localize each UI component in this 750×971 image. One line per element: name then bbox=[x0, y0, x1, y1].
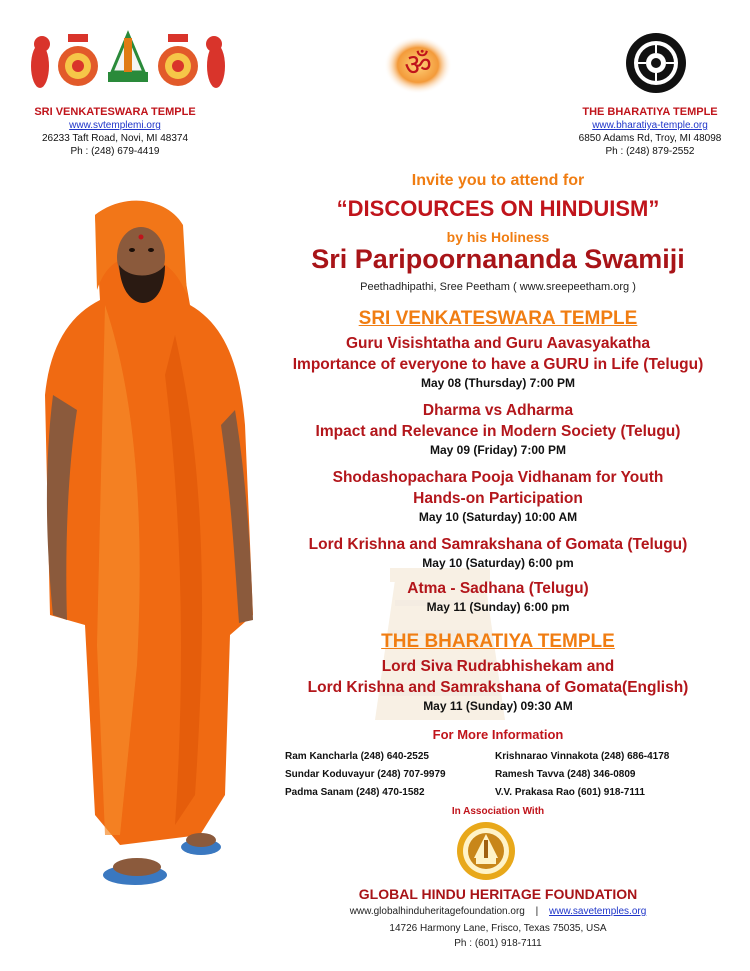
talk-item bbox=[258, 534, 738, 571]
temple-name: SRI VENKATESWARA TEMPLE bbox=[34, 106, 196, 118]
venue-venkateswara bbox=[258, 308, 738, 330]
association-label: In Association With bbox=[451, 806, 545, 817]
talk-title-line: Lord Siva Rudrabhishekam and bbox=[381, 658, 615, 675]
swamiji-photo bbox=[25, 195, 265, 895]
contact: V.V. Prakasa Rao (601) 918-7111 bbox=[495, 787, 645, 798]
bharatiya-temple-info bbox=[560, 106, 740, 158]
talk-item bbox=[258, 467, 738, 525]
temple-website-link[interactable]: www.svtemplemi.org bbox=[69, 120, 161, 131]
talk-item bbox=[258, 400, 738, 458]
venue-title: THE BHARATIYA TEMPLE bbox=[381, 631, 615, 652]
talk-datetime: May 11 (Sunday) 09:30 AM bbox=[423, 699, 573, 713]
talk-title-line: Hands-on Participation bbox=[413, 490, 583, 507]
invite-text: Invite you to attend for bbox=[411, 172, 585, 189]
talk-title-line: Dharma vs Adharma bbox=[422, 402, 574, 419]
temple-website-link[interactable]: www.bharatiya-temple.org bbox=[592, 120, 708, 131]
talk-title-line: Guru Visishtatha and Guru Aavasyakatha bbox=[345, 335, 651, 352]
contact: Sundar Koduvayur (248) 707-9979 bbox=[285, 769, 446, 780]
talk-item bbox=[258, 333, 738, 391]
talk-title-line: Shodashopachara Pooja Vidhanam for Youth bbox=[332, 469, 664, 486]
foundation-links bbox=[258, 906, 738, 917]
venue-bharatiya bbox=[258, 631, 738, 653]
talk-title-line: Atma - Sadhana (Telugu) bbox=[407, 580, 589, 597]
bharatiya-temple-logo-icon bbox=[625, 32, 687, 94]
ghhf-logo-icon bbox=[456, 820, 516, 882]
contact: Padma Sanam (248) 470-1582 bbox=[285, 787, 425, 798]
by-his-holiness: by his Holiness bbox=[446, 229, 550, 245]
temple-phone: Ph : (248) 879-2552 bbox=[605, 146, 695, 157]
talk-title-line: Importance of everyone to have a GURU in Life (Telugu) bbox=[292, 356, 704, 373]
peetha-line: Peethadhipathi, Sree Peetham ( www.sreepeetham.org ) bbox=[360, 281, 636, 293]
om-icon bbox=[383, 35, 453, 95]
talk-title-line: Impact and Relevance in Modern Society (Telugu) bbox=[315, 423, 681, 440]
link-separator: | bbox=[535, 906, 539, 917]
temple-address: 6850 Adams Rd, Troy, MI 48098 bbox=[578, 133, 722, 144]
contacts-row bbox=[285, 784, 725, 802]
talk-datetime: May 11 (Sunday) 6:00 pm bbox=[426, 600, 570, 614]
event-title: “DISCOURCES ON HINDUISM” bbox=[336, 196, 660, 221]
venkateswara-temple-logo-icon bbox=[28, 28, 228, 98]
more-info-heading: For More Information bbox=[432, 727, 564, 742]
talk-title-line: Lord Krishna and Samrakshana of Gomata (Telugu) bbox=[308, 536, 688, 553]
temple-name: THE BHARATIYA TEMPLE bbox=[582, 106, 718, 118]
talk-item bbox=[258, 656, 738, 714]
foundation-phone: Ph : (601) 918-7111 bbox=[454, 938, 542, 949]
foundation-address: 14726 Harmony Lane, Frisco, Texas 75035, USA bbox=[389, 923, 607, 934]
talk-datetime: May 09 (Friday) 7:00 PM bbox=[429, 443, 567, 457]
venue-title: SRI VENKATESWARA TEMPLE bbox=[358, 308, 638, 329]
temple-phone: Ph : (248) 679-4419 bbox=[70, 146, 160, 157]
contacts-list bbox=[285, 748, 725, 802]
talk-title-line: Lord Krishna and Samrakshana of Gomata(English) bbox=[307, 679, 689, 696]
venkateswara-temple-info bbox=[20, 106, 210, 158]
contact: Ram Kancharla (248) 640-2525 bbox=[285, 751, 429, 762]
talk-datetime: May 08 (Thursday) 7:00 PM bbox=[420, 376, 576, 390]
talk-datetime: May 10 (Saturday) 10:00 AM bbox=[418, 510, 578, 524]
contacts-row bbox=[285, 766, 725, 784]
contact: Krishnarao Vinnakota (248) 686-4178 bbox=[495, 751, 670, 762]
contact: Ramesh Tavva (248) 346-0809 bbox=[495, 769, 636, 780]
foundation-name: GLOBAL HINDU HERITAGE FOUNDATION bbox=[358, 886, 638, 902]
talk-datetime: May 10 (Saturday) 6:00 pm bbox=[422, 556, 574, 570]
savetemples-link[interactable]: www.savetemples.org bbox=[549, 906, 647, 917]
contacts-row bbox=[285, 748, 725, 766]
foundation-website-link[interactable]: www.globalhinduheritagefoundation.org bbox=[349, 906, 525, 917]
svg-text:ॐ: ॐ bbox=[404, 48, 432, 83]
talk-item bbox=[258, 578, 738, 615]
temple-address: 26233 Taft Road, Novi, MI 48374 bbox=[41, 133, 189, 144]
swami-name: Sri Paripoornananda Swamiji bbox=[311, 244, 685, 274]
